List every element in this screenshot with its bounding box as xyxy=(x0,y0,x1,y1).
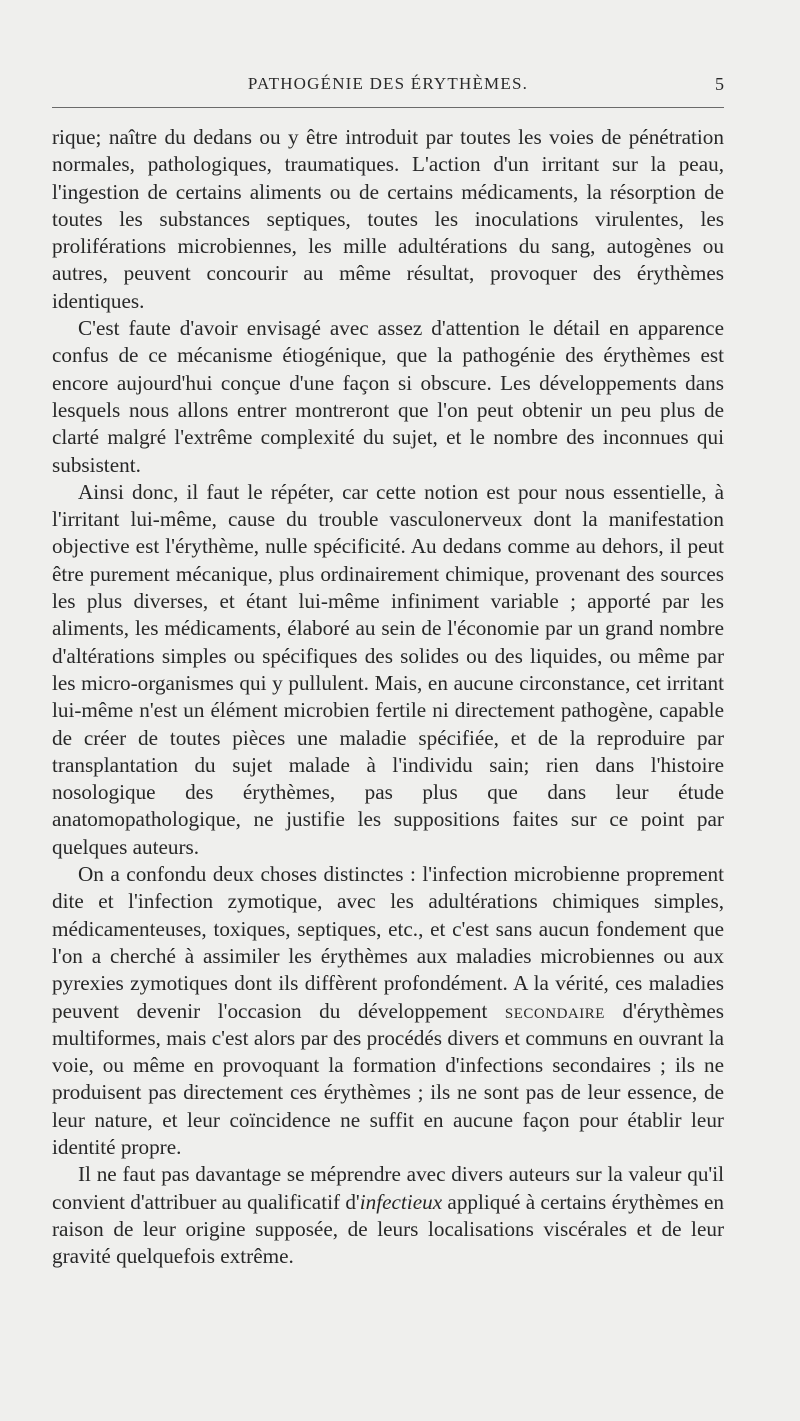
page-header xyxy=(52,74,724,104)
paragraph-4-text-a: On a confondu deux choses distinctes : l'infection microbienne proprement dite et l'infection zymotique, avec les adultérations chimiques simples, médicamenteuses, toxiques, septiques, etc., et c'est sans aucun fondement que l'on a cherché à assimiler les érythèmes aux maladies microbiennes ou aux pyrexies zymotiques dont ils diffèrent profondément. A la vérité, ces maladies peuvent devenir l'occasion du développement xyxy=(52,862,724,1023)
page-number: 5 xyxy=(715,74,724,94)
paragraph-2 xyxy=(52,315,724,479)
paragraph-2-text: C'est faute d'avoir envisagé avec assez d'attention le détail en apparence confus de ce mécanisme étiogénique, que la pathogénie des érythèmes est encore aujourd'hui conçue d'une façon si obscure. Les développements dans lesquels nous allons entrer montreront que l'on peut obtenir un peu plus de clarté malgré l'extrême complexité du sujet, et le nombre des inconnues qui subsistent. xyxy=(52,316,724,477)
paragraph-1 xyxy=(52,124,724,315)
body-text xyxy=(52,124,724,1270)
running-title: PATHOGÉNIE DES ÉRYTHÈMES. xyxy=(247,74,529,93)
paragraph-3-text: Ainsi donc, il faut le répéter, car cette notion est pour nous essentielle, à l'irritant lui-même, cause du trouble vasculonerveux dont la manifestation objective est l'érythème, nulle spécificité. Au dedans comme au dehors, il peut être purement mécanique, plus ordinairement chimique, provenant des sources les plus diverses, et étant lui-même infiniment variable ; apporté par les aliments, les médicaments, élaboré au sein de l'économie par un grand nombre d'altérations simples ou spécifiques des solides ou des liquides, ou même par les micro-organismes qui y pullulent. Mais, en aucune circonstance, cet irritant lui-même n'est un élément microbien fertile ni directement pathogène, capable de créer de toutes pièces une maladie spécifiée, et de la reproduire par transplantation du sujet malade à l'individu sain; rien dans l'histoire nosologique des érythèmes, pas plus que dans leur étude anatomopathologique, ne justifie les suppositions faites sur ce point par quelques auteurs. xyxy=(52,479,724,859)
paragraph-4 xyxy=(52,861,724,1161)
small-caps-term: secondaire xyxy=(504,998,605,1023)
header-rule xyxy=(52,107,724,108)
paragraph-5-text-b: appliqué à certains érythèmes en raison de leur origine supposée, de leurs localisations viscérales et de leur gravité quelquefois extrême. xyxy=(52,1189,724,1269)
paragraph-1-text: rique; naître du dedans ou y être introduit par toutes les voies de pénétration normales, pathologiques, traumatiques. L'action d'un irritant sur la peau, l'ingestion de certains aliments ou de certains médicaments, la résorption de toutes les substances septiques, toutes les inoculations virulentes, les proliférations microbiennes, les mille adultérations du sang, autogènes ou autres, peuvent concourir au même résultat, provoquer des érythèmes identiques. xyxy=(52,125,724,313)
paragraph-5-text-a: Il ne faut pas davantage se méprendre avec divers auteurs sur la valeur qu'il convient d'attribuer au qualificatif d' xyxy=(52,1162,724,1214)
paragraph-4-text-b: d'érythèmes multiformes, mais c'est alors par des procédés divers et communs en ouvrant la voie, ou même en provoquant la formation d'infections secondaires ; ils ne produisent pas directement ces érythèmes ; ils ne sont pas de leur essence, de leur nature, et leur coïncidence ne suffit en aucune façon pour établir leur identité propre. xyxy=(52,998,724,1159)
paragraph-3 xyxy=(52,479,724,861)
paragraph-5 xyxy=(52,1161,724,1270)
italic-term: infectieux xyxy=(359,1189,443,1214)
